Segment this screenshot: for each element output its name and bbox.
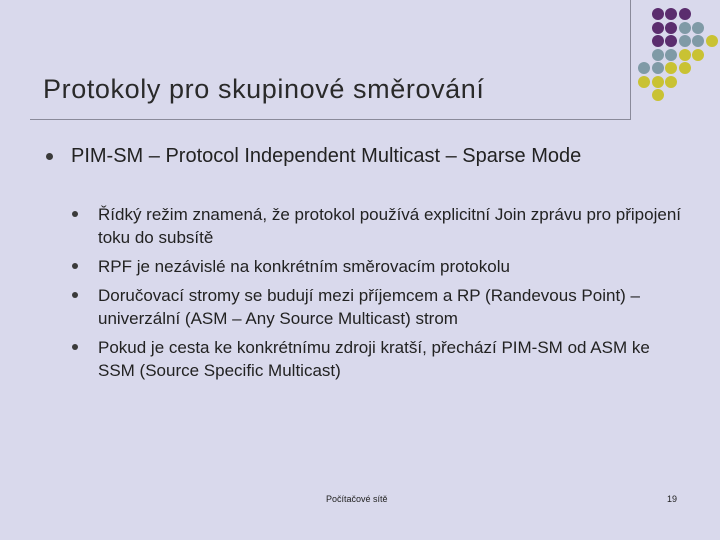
sub-bullet-item bbox=[72, 255, 682, 278]
main-bullet bbox=[44, 143, 644, 169]
decorative-dot bbox=[692, 22, 704, 34]
decorative-dot bbox=[652, 76, 664, 88]
decorative-dot bbox=[679, 49, 691, 61]
bullet-dot-icon bbox=[72, 211, 78, 217]
decorative-dot bbox=[679, 8, 691, 20]
decorative-dot bbox=[665, 62, 677, 74]
decorative-dot bbox=[652, 35, 664, 47]
footer bbox=[0, 494, 720, 508]
decorative-dot bbox=[665, 22, 677, 34]
page-number: 19 bbox=[667, 494, 678, 504]
sub-bullet-list bbox=[72, 203, 682, 388]
decorative-dot bbox=[638, 76, 650, 88]
decorative-dot bbox=[706, 35, 718, 47]
decorative-dot bbox=[665, 8, 677, 20]
decorative-dot bbox=[692, 49, 704, 61]
decorative-dot bbox=[652, 89, 664, 101]
sub-bullet-text: Řídký režim znamená, že protokol používá explicitní Join zprávu pro připojení toku do subsítě bbox=[98, 205, 682, 247]
decorative-dot bbox=[692, 35, 704, 47]
decorative-dot bbox=[652, 62, 664, 74]
sub-bullet-text: Pokud je cesta ke konkrétnímu zdroji kratší, přechází PIM-SM od ASM ke SSM (Source Specific Multicast) bbox=[98, 338, 650, 380]
main-bullet-text: PIM-SM – Protocol Independent Multicast – Sparse Mode bbox=[71, 145, 582, 167]
sub-bullet-item bbox=[72, 336, 682, 382]
bullet-dot-icon bbox=[46, 153, 53, 160]
decorative-dot bbox=[665, 76, 677, 88]
bullet-dot-icon bbox=[72, 344, 78, 350]
sub-bullet-text: Doručovací stromy se budují mezi příjemcem a RP (Randevous Point) – univerzální (ASM – Any Source Multicast) strom bbox=[98, 286, 641, 328]
decorative-dot bbox=[679, 35, 691, 47]
decorative-dot bbox=[638, 62, 650, 74]
decorative-dot bbox=[665, 35, 677, 47]
decorative-dot-grid bbox=[638, 8, 720, 108]
decorative-dot bbox=[665, 49, 677, 61]
title-divider bbox=[30, 119, 630, 120]
slide-title: Protokoly pro skupinové směrování bbox=[43, 74, 485, 104]
bullet-dot-icon bbox=[72, 292, 78, 298]
decorative-dot bbox=[652, 22, 664, 34]
decorative-dot bbox=[652, 49, 664, 61]
decorative-vertical-line bbox=[630, 0, 631, 120]
decorative-dot bbox=[679, 22, 691, 34]
bullet-dot-icon bbox=[72, 263, 78, 269]
decorative-dot bbox=[679, 62, 691, 74]
sub-bullet-item bbox=[72, 203, 682, 249]
footer-text: Počítačové sítě bbox=[326, 494, 388, 504]
sub-bullet-item bbox=[72, 284, 682, 330]
decorative-dot bbox=[652, 8, 664, 20]
sub-bullet-text: RPF je nezávislé na konkrétním směrovacím protokolu bbox=[98, 257, 510, 276]
